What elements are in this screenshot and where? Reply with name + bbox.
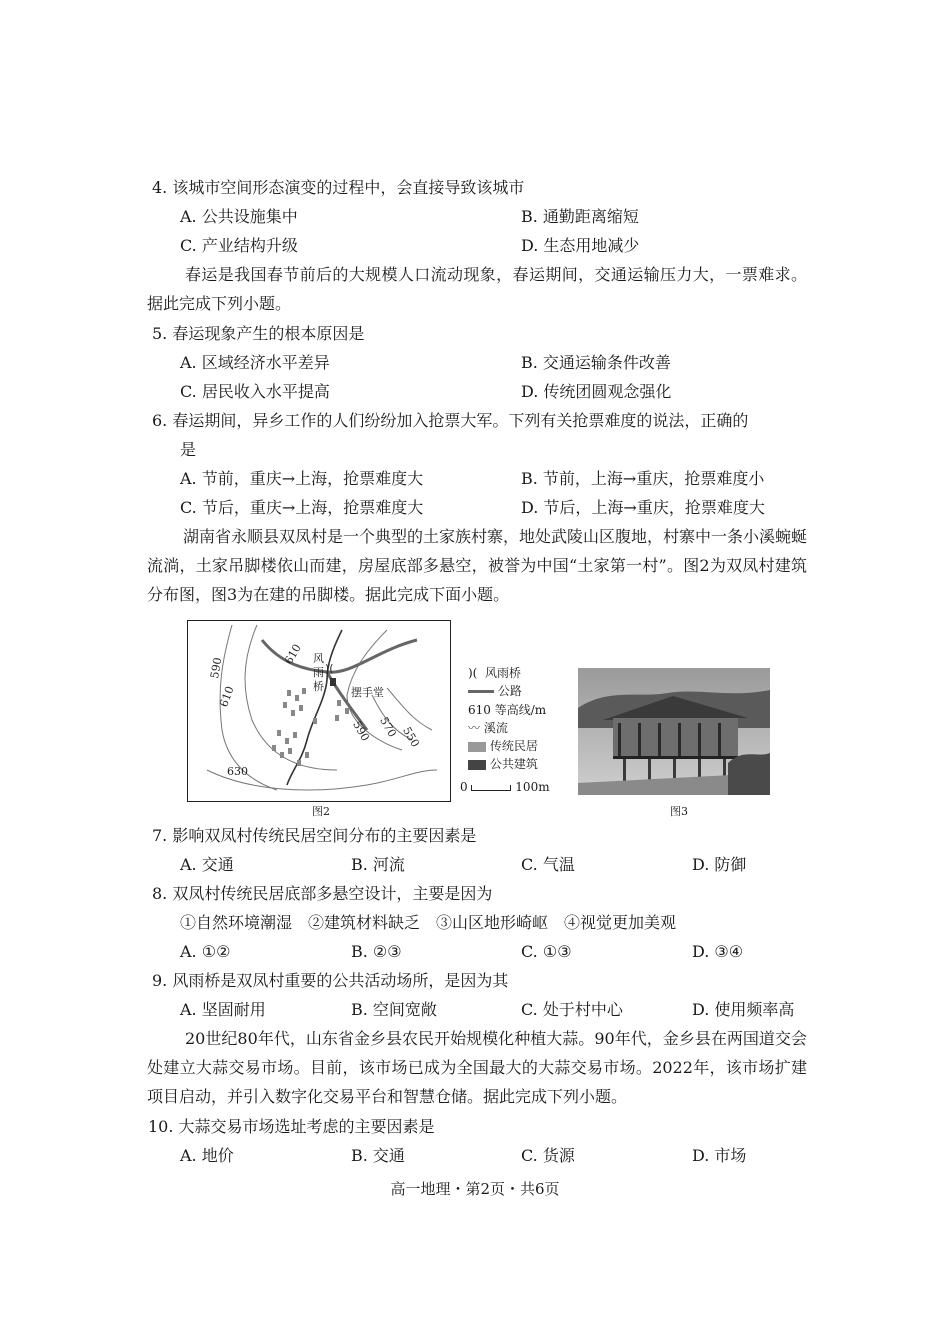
passage-garlic-market: 20世纪80年代，山东省金乡县农民开始规模化种植大蒜。90年代，金乡县在两国道交会处建立大蒜交易市场。目前，该市场已成为全国最大的大蒜交易市场。2022年，该市场扩建项目启动，并引入数字化交易平台和智慧仓储。据此完成下列小题。: [147, 1029, 807, 1106]
q7-option-c: C. 气温: [521, 855, 575, 874]
q8-option-c: C. ①③: [521, 942, 572, 961]
q4-option-b: B. 通勤距离缩短: [521, 207, 639, 226]
scale-bar: 0 100m: [460, 780, 550, 794]
q6-stem-line2: 是: [180, 440, 197, 459]
page-footer: 高一地理・第2页・共6页: [390, 1180, 560, 1198]
stream-icon: 〰: [468, 721, 481, 735]
q9-stem: 9. 风雨桥是双凤村重要的公共活动场所，是因为其: [152, 971, 509, 990]
contour-label-610b: 610: [217, 684, 237, 709]
village-map: [187, 620, 452, 803]
q6-option-c: C. 节后，重庆→上海，抢票难度大: [180, 498, 424, 517]
q10-option-a: A. 地价: [180, 1146, 234, 1165]
contour-label-550: 550: [400, 724, 422, 750]
public-building-icon: [468, 760, 486, 770]
contour-label-610a: 610: [282, 641, 304, 667]
stilt-house-photo: [578, 668, 770, 795]
q6-option-b: B. 节前，上海→重庆，抢票难度小: [521, 469, 765, 488]
q4-option-d: D. 生态用地减少: [521, 236, 640, 255]
passage-shuangfeng-village: 湖南省永顺县双凤村是一个典型的土家族村寨，地处武陵山区腹地，村寨中一条小溪蜿蜒流淌，土家吊脚楼依山而建，房屋底部多悬空，被誉为中国“土家第一村”。图2为双凤村建筑分布图，图3为在建的吊脚楼。据此完成下面小题。: [147, 527, 808, 604]
q10-option-b: B. 交通: [351, 1146, 405, 1165]
passage-spring-festival: 春运是我国春节前后的大规模人口流动现象，春运期间，交通运输压力大，一票难求。据此完成下列小题。: [147, 265, 807, 313]
q9-option-d: D. 使用频率高: [692, 1000, 795, 1019]
q9-option-a: A. 坚固耐用: [180, 1000, 266, 1019]
contour-legend: 610 等高线/m: [468, 703, 547, 717]
q6-option-a: A. 节前，重庆→上海，抢票难度大: [180, 469, 424, 488]
q7-option-a: A. 交通: [180, 855, 234, 874]
contour-label-590a: 590: [208, 656, 225, 680]
bridge-label: 风雨桥: [313, 652, 324, 693]
q7-option-b: B. 河流: [351, 855, 405, 874]
bridge-symbol: )(: [325, 662, 334, 675]
q8-option-a: A. ①②: [180, 942, 231, 961]
q8-option-b: B. ②③: [351, 942, 402, 961]
q5-option-a: A. 区域经济水平差异: [180, 353, 330, 372]
house-icon: [468, 742, 486, 752]
q5-stem: 5. 春运现象产生的根本原因是: [152, 324, 365, 343]
q10-option-c: C. 货源: [521, 1146, 575, 1165]
q5-option-d: D. 传统团圆观念强化: [521, 382, 672, 401]
q7-option-d: D. 防御: [692, 855, 747, 874]
q6-stem-line1: 6. 春运期间，异乡工作的人们纷纷加入抢票大军。下列有关抢票难度的说法，正确的: [152, 411, 749, 430]
q7-stem: 7. 影响双凤村传统民居空间分布的主要因素是: [152, 826, 477, 845]
q5-option-c: C. 居民收入水平提高: [180, 382, 330, 401]
q4-option-c: C. 产业结构升级: [180, 236, 298, 255]
q8-statements: ①自然环境潮湿 ②建筑材料缺乏 ③山区地形崎岖 ④视觉更加美观: [180, 913, 677, 932]
q4-option-a: A. 公共设施集中: [180, 207, 298, 226]
q9-option-b: B. 空间宽敞: [351, 1000, 437, 1019]
q10-stem: 10. 大蒜交易市场选址考虑的主要因素是: [148, 1117, 435, 1136]
contour-label-570: 570: [377, 714, 399, 740]
q6-option-d: D. 节后，上海→重庆，抢票难度大: [521, 498, 765, 517]
public-building: [330, 678, 336, 686]
q8-stem: 8. 双凤村传统民居底部多悬空设计，主要是因为: [152, 884, 493, 903]
q5-option-b: B. 交通运输条件改善: [521, 353, 671, 372]
road-icon: [468, 690, 494, 693]
q9-option-c: C. 处于村中心: [521, 1000, 623, 1019]
q10-option-d: D. 市场: [692, 1146, 747, 1165]
contour-label-630: 630: [227, 765, 248, 778]
q4-stem: 4. 该城市空间形态演变的过程中，会直接导致该城市: [152, 178, 525, 197]
figure2-caption: 图2: [312, 805, 330, 818]
hall-label: 摆手堂: [351, 686, 384, 699]
q8-option-d: D. ③④: [692, 942, 744, 961]
figure3-caption: 图3: [670, 805, 688, 818]
bridge-icon: )(: [468, 666, 478, 680]
contour-label-590b: 590: [350, 718, 372, 744]
